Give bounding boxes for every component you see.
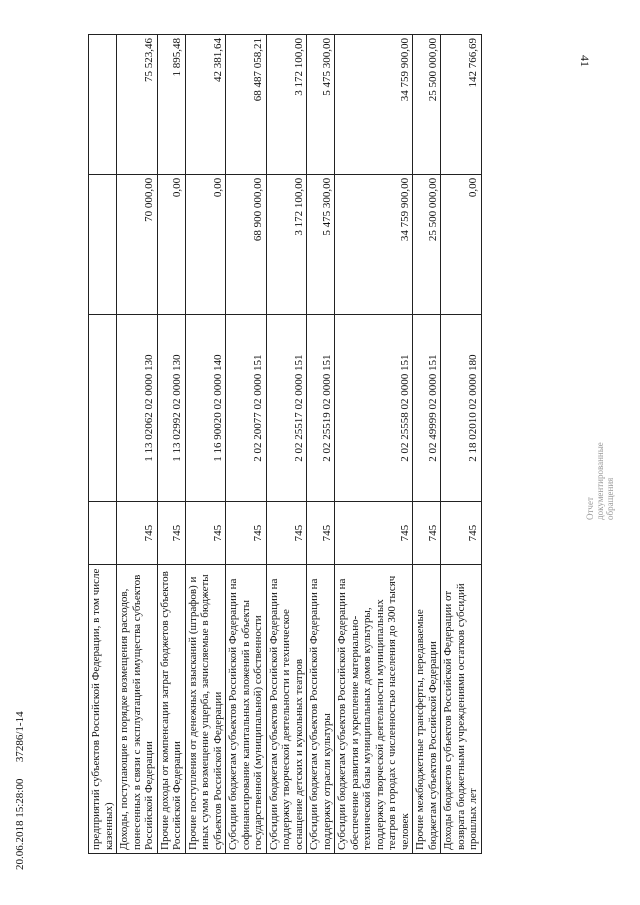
row-code-cell: 2 02 25519 02 0000 151 xyxy=(307,314,335,502)
table-row xyxy=(117,35,158,854)
row-admin-cell: 745 xyxy=(335,502,413,564)
row-exec-cell: 42 381,64 xyxy=(185,35,226,175)
row-exec-cell xyxy=(89,35,117,175)
row-plan-cell: 0,00 xyxy=(441,174,482,314)
row-admin-cell: 745 xyxy=(441,502,482,564)
row-exec-cell: 5 475 300,00 xyxy=(307,35,335,175)
row-code-cell: 1 13 02992 02 0000 130 xyxy=(157,314,185,502)
row-exec-cell: 3 172 100,00 xyxy=(266,35,307,175)
stamp xyxy=(585,442,615,520)
row-name-cell: Субсидии бюджетам субъектов Российской Федерации на поддержку творческой деятельности и техническое оснащение детских и кукольных театров xyxy=(266,564,307,853)
row-admin-cell: 745 xyxy=(266,502,307,564)
row-name-cell: Прочие поступления от денежных взысканий (штрафов) и иных сумм в возмещение ущерба, зачисляемые в бюджеты субъектов Российской Федерации xyxy=(185,564,226,853)
row-plan-cell: 25 500 000,00 xyxy=(413,174,441,314)
revenue-table xyxy=(88,34,482,854)
row-admin-cell: 745 xyxy=(185,502,226,564)
row-name-cell: Субсидии бюджетам субъектов Российской Федерации на софинансирование капитальных вложений в объекты государственной (муниципальной) собственности xyxy=(226,564,267,853)
row-name-cell: Субсидии бюджетам субъектов Российской Федерации на обеспечение развития и укрепление материально-технической базы муниципальных домов культуры, поддержку творческой деятельности муниципальных театров в городах с численностью населения до 300 тысяч человек xyxy=(335,564,413,853)
row-plan-cell: 34 759 900,00 xyxy=(335,174,413,314)
table-row xyxy=(89,35,117,854)
rotated-table-wrapper xyxy=(88,34,518,854)
footer-doc-number: 37286/1-14 xyxy=(14,711,26,763)
row-admin-cell: 745 xyxy=(157,502,185,564)
row-name-cell: предприятий субъектов Российской Федерации, в том числе казенных) xyxy=(89,564,117,853)
table-row xyxy=(441,35,482,854)
page-number: 41 xyxy=(578,55,592,67)
row-name-cell: Прочие доходы от компенсации затрат бюджетов субъектов Российской Федерации xyxy=(157,564,185,853)
row-code-cell: 2 18 02010 02 0000 180 xyxy=(441,314,482,502)
row-name-cell: Доходы, поступающие в порядке возмещения расходов, понесенных в связи с эксплуатацией имущества субъектов Российской Федерации xyxy=(117,564,158,853)
row-exec-cell: 142 766,69 xyxy=(441,35,482,175)
row-code-cell: 1 13 02062 02 0000 130 xyxy=(117,314,158,502)
row-admin-cell: 745 xyxy=(307,502,335,564)
row-admin-cell xyxy=(89,502,117,564)
row-plan-cell: 0,00 xyxy=(185,174,226,314)
table-row xyxy=(266,35,307,854)
row-plan-cell: 0,00 xyxy=(157,174,185,314)
row-code-cell: 2 02 25558 02 0000 151 xyxy=(335,314,413,502)
row-exec-cell: 34 759 900,00 xyxy=(335,35,413,175)
footer-date: 20.06.2018 15:28:00 xyxy=(14,778,26,870)
row-plan-cell: 68 900 000,00 xyxy=(226,174,267,314)
table-row xyxy=(226,35,267,854)
row-name-cell: Доходы бюджетов субъектов Российской Федерации от возврата бюджетными учреждениями остатков субсидий прошлых лет xyxy=(441,564,482,853)
table-row xyxy=(335,35,413,854)
row-exec-cell: 25 500 000,00 xyxy=(413,35,441,175)
row-admin-cell: 745 xyxy=(117,502,158,564)
table-row xyxy=(185,35,226,854)
table-row xyxy=(413,35,441,854)
row-admin-cell: 745 xyxy=(226,502,267,564)
footer xyxy=(14,711,26,870)
row-exec-cell: 68 487 058,21 xyxy=(226,35,267,175)
row-code-cell: 1 16 90020 02 0000 140 xyxy=(185,314,226,502)
row-plan-cell: 5 475 300,00 xyxy=(307,174,335,314)
row-plan-cell xyxy=(89,174,117,314)
row-name-cell: Субсидии бюджетам субъектов Российской Федерации на поддержку отрасли культуры xyxy=(307,564,335,853)
stamp-line-2: обращения xyxy=(605,477,615,520)
row-name-cell: Прочие межбюджетные трансферты, передаваемые бюджетам субъектов Российской Федерации xyxy=(413,564,441,853)
row-code-cell: 2 02 49999 02 0000 151 xyxy=(413,314,441,502)
row-code-cell: 2 02 20077 02 0000 151 xyxy=(226,314,267,502)
row-admin-cell: 745 xyxy=(413,502,441,564)
table-row xyxy=(157,35,185,854)
row-plan-cell: 70 000,00 xyxy=(117,174,158,314)
row-plan-cell: 3 172 100,00 xyxy=(266,174,307,314)
table-row xyxy=(307,35,335,854)
row-code-cell xyxy=(89,314,117,502)
stamp-line-1: Отчет документированные xyxy=(585,442,605,520)
row-exec-cell: 1 895,48 xyxy=(157,35,185,175)
row-code-cell: 2 02 25517 02 0000 151 xyxy=(266,314,307,502)
row-exec-cell: 75 523,46 xyxy=(117,35,158,175)
